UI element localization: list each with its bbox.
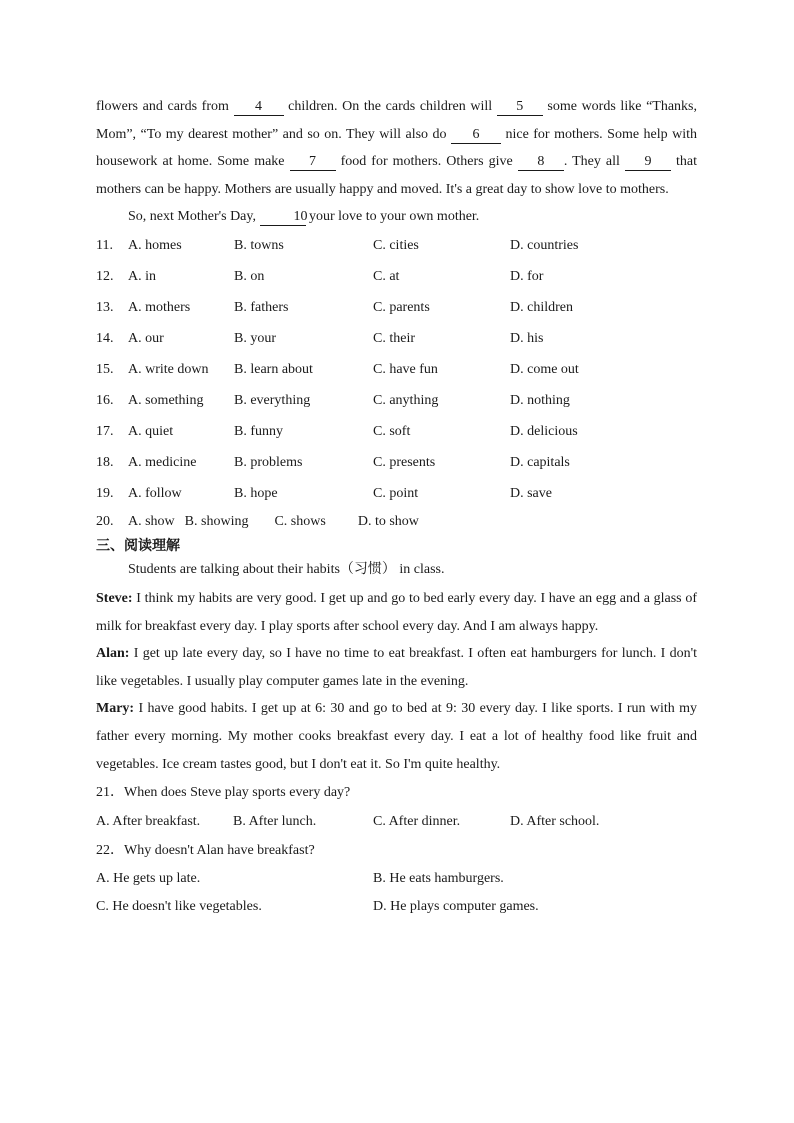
option-row-19 xyxy=(96,479,697,510)
option-row-20 xyxy=(96,510,697,534)
option-a: A. quiet xyxy=(128,424,174,440)
blank-6: 6 xyxy=(451,127,501,144)
option-row-13 xyxy=(96,293,697,324)
blank-5: 5 xyxy=(497,99,543,116)
speaker-name: Alan: xyxy=(96,646,130,662)
option-b: B. on xyxy=(234,269,265,285)
option-d: D. nothing xyxy=(510,393,570,409)
option-c: C. presents xyxy=(373,455,436,471)
cloze-paragraph-2 xyxy=(96,203,697,231)
cloze-text: that mothers can be happy. Mothers are usually happy and moved. It's a great day to show love to mothers. xyxy=(96,154,697,197)
option-c: C. He doesn't like vegetables. xyxy=(96,899,262,915)
option-a: A. write down xyxy=(128,362,209,378)
option-d: D. save xyxy=(510,486,552,502)
question-number: 20. xyxy=(96,513,114,529)
option-c: C. shows xyxy=(274,513,326,529)
cloze-text: So, next Mother's Day, xyxy=(128,209,260,225)
question-22: 22．Why doesn't Alan have breakfast? xyxy=(96,843,315,859)
option-c: C. cities xyxy=(373,238,419,254)
cloze-paragraph xyxy=(96,93,697,203)
blank-9: 9 xyxy=(625,154,671,171)
speaker-text: I have good habits. I get up at 6: 30 and go to bed at 9: 30 every day. I like sports. I run with my father every morning. My mother cooks breakfast every day. I eat a lot of healthy food like fruit and vegetables. Ice cream tastes good, but I don't eat it. So I'm quite healthy. xyxy=(96,701,697,772)
option-b: B. funny xyxy=(234,424,283,440)
question-number: 16. xyxy=(96,393,114,409)
option-row-11 xyxy=(96,231,697,262)
option-c: C. parents xyxy=(373,300,430,316)
option-b: B. showing xyxy=(184,513,249,529)
option-a: A. show xyxy=(128,513,175,529)
blank-7: 7 xyxy=(290,154,336,171)
mary-paragraph xyxy=(96,695,697,778)
option-a: A. After breakfast. xyxy=(96,813,201,829)
option-d: D. After school. xyxy=(510,813,600,829)
speaker-name: Mary: xyxy=(96,701,135,717)
exam-page xyxy=(96,93,697,921)
option-b: B. hope xyxy=(234,486,278,502)
option-d: D. countries xyxy=(510,238,579,254)
option-b: B. He eats hamburgers. xyxy=(373,871,504,887)
option-c: C. their xyxy=(373,331,415,347)
option-b: B. problems xyxy=(234,455,303,471)
option-d: D. to show xyxy=(357,513,419,529)
blank-4: 4 xyxy=(234,99,284,116)
question-number: 11. xyxy=(96,238,113,254)
option-row-14 xyxy=(96,324,697,355)
cloze-text: flowers and cards from xyxy=(96,99,234,114)
cloze-text: your love to your own mother. xyxy=(305,209,480,225)
option-a: A. in xyxy=(128,269,156,285)
blank-8: 8 xyxy=(518,154,564,171)
option-a: A. our xyxy=(128,331,164,347)
option-c: C. have fun xyxy=(373,362,438,378)
option-a: A. mothers xyxy=(128,300,191,316)
alan-paragraph xyxy=(96,640,697,695)
speaker-name: Steve: xyxy=(96,590,133,606)
option-a: A. He gets up late. xyxy=(96,871,201,887)
option-c: C. soft xyxy=(373,424,411,440)
option-row-17 xyxy=(96,417,697,448)
cloze-text: children. On the cards children will xyxy=(283,99,497,114)
cloze-text: some words like “Thanks, Mom”, “To my dearest mother” and so on. They will also do xyxy=(96,99,697,142)
speaker-text: I think my habits are very good. I get up and go to bed early every day. I have an egg and a glass of milk for breakfast every day. I play sports after school every day. And I am always happy. xyxy=(96,590,697,634)
option-a: A. homes xyxy=(128,238,182,254)
option-d: D. capitals xyxy=(510,455,570,471)
cloze-options xyxy=(96,231,697,534)
option-b: B. fathers xyxy=(234,300,289,316)
option-row-18 xyxy=(96,448,697,479)
speaker-text: I get up late every day, so I have no time to eat breakfast. I often eat hamburgers for lunch. I don't like vegetables. I usually play computer games late in the evening. xyxy=(96,646,697,689)
cloze-text: food for mothers. Others give xyxy=(335,154,518,170)
cloze-text: nice for mothers. Some help with housework at home. Some make xyxy=(96,126,697,170)
option-row-15 xyxy=(96,355,697,386)
question-number: 17. xyxy=(96,424,114,440)
option-d: D. children xyxy=(510,300,573,316)
option-d: D. come out xyxy=(510,362,579,378)
question-number: 19. xyxy=(96,486,114,502)
question-number: 15. xyxy=(96,362,114,378)
option-row-12 xyxy=(96,262,697,293)
section-title: 三、阅读理解 xyxy=(96,537,180,554)
steve-paragraph xyxy=(96,585,697,640)
option-d: D. delicious xyxy=(510,424,578,440)
option-b: B. everything xyxy=(234,393,311,409)
option-c: C. at xyxy=(373,269,400,285)
cloze-text: . They all xyxy=(563,154,625,170)
answers-22-row2 xyxy=(96,893,697,921)
answers-21 xyxy=(96,807,697,836)
question-21: 21．When does Steve play sports every day? xyxy=(96,785,351,801)
question-number: 18. xyxy=(96,455,114,471)
option-b: B. towns xyxy=(234,238,284,254)
option-b: B. your xyxy=(234,331,276,347)
option-c: C. anything xyxy=(373,393,439,409)
option-row-16 xyxy=(96,386,697,417)
option-a: A. medicine xyxy=(128,455,197,471)
option-c: C. point xyxy=(373,486,419,502)
answers-22-row1 xyxy=(96,865,697,893)
option-b: B. learn about xyxy=(234,362,313,378)
option-b: B. After lunch. xyxy=(233,813,317,829)
option-a: A. follow xyxy=(128,486,182,502)
question-number: 12. xyxy=(96,269,114,285)
reading-intro: Students are talking about their habits（习惯） in class. xyxy=(128,561,445,577)
question-number: 14. xyxy=(96,331,114,347)
question-number: 13. xyxy=(96,300,114,316)
option-d: D. for xyxy=(510,269,544,285)
blank-10: 10 xyxy=(260,209,306,226)
option-d: D. his xyxy=(510,331,544,347)
option-d: D. He plays computer games. xyxy=(373,899,539,915)
option-c: C. After dinner. xyxy=(373,813,461,829)
option-a: A. something xyxy=(128,393,204,409)
